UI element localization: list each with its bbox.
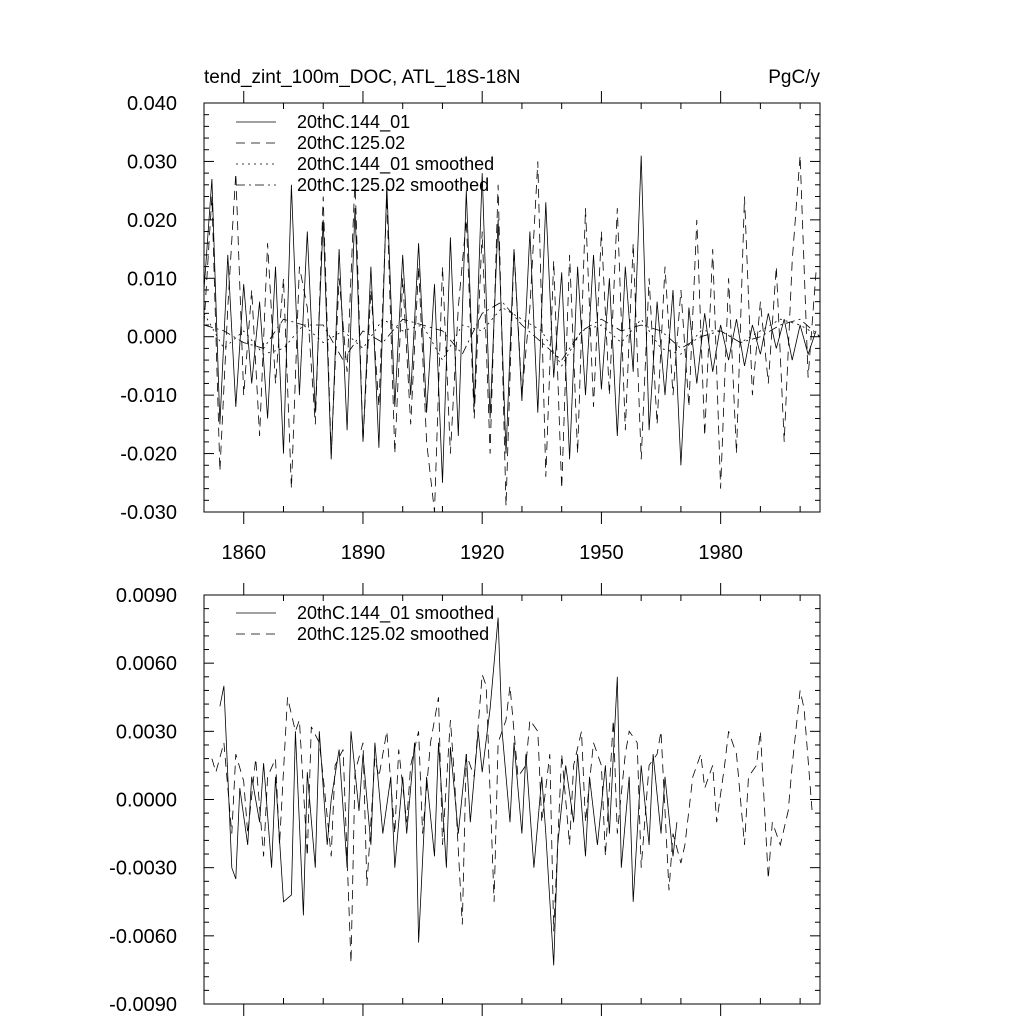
figure-title: tend_zint_100m_DOC, ATL_18S-18N: [204, 67, 521, 88]
y-tick-label: 0.010: [126, 268, 177, 291]
y-tick-label: 0.000: [126, 326, 177, 349]
y-tick-label: 0.0000: [115, 789, 177, 812]
y-tick-label: 0.0090: [115, 585, 177, 607]
legend-label: 20thC.144_01 smoothed: [297, 603, 495, 623]
y-tick-label: 0.0060: [115, 653, 177, 676]
figure-units: PgC/y: [768, 67, 820, 88]
series-line-2: [204, 156, 816, 512]
series-line-2: [212, 675, 812, 964]
y-tick-label: 0.030: [126, 151, 177, 174]
legend-label: 20thC.144_01 smoothed: [297, 154, 495, 174]
series-line-1: [220, 618, 677, 966]
x-tick-label: 1860: [221, 542, 266, 564]
y-tick-label: 0.040: [126, 93, 177, 115]
y-tick-label: -0.0030: [109, 857, 177, 880]
x-tick-label: 1920: [459, 542, 505, 564]
x-tick-label: 1980: [698, 542, 743, 564]
y-tick-label: -0.030: [120, 502, 177, 524]
legend-label: 20thC.125.02: [297, 133, 406, 153]
y-tick-label: -0.020: [120, 443, 177, 466]
y-tick-label: 0.020: [126, 209, 177, 232]
y-tick-label: -0.0090: [109, 994, 177, 1016]
bottom-panel: [109, 583, 820, 1016]
series-line-1: [204, 156, 816, 483]
legend-label: 20thC.125.02 smoothed: [297, 175, 490, 195]
legend-label: 20thC.144_01: [297, 112, 411, 132]
y-tick-label: 0.0030: [115, 721, 177, 744]
top-panel: [120, 91, 820, 564]
x-tick-label: 1950: [579, 542, 624, 564]
y-tick-label: -0.0060: [109, 925, 177, 948]
legend-label: 20thC.125.02 smoothed: [297, 624, 490, 644]
y-tick-label: -0.010: [120, 385, 177, 408]
x-tick-label: 1890: [340, 542, 386, 564]
plot-frame: [204, 595, 820, 1004]
